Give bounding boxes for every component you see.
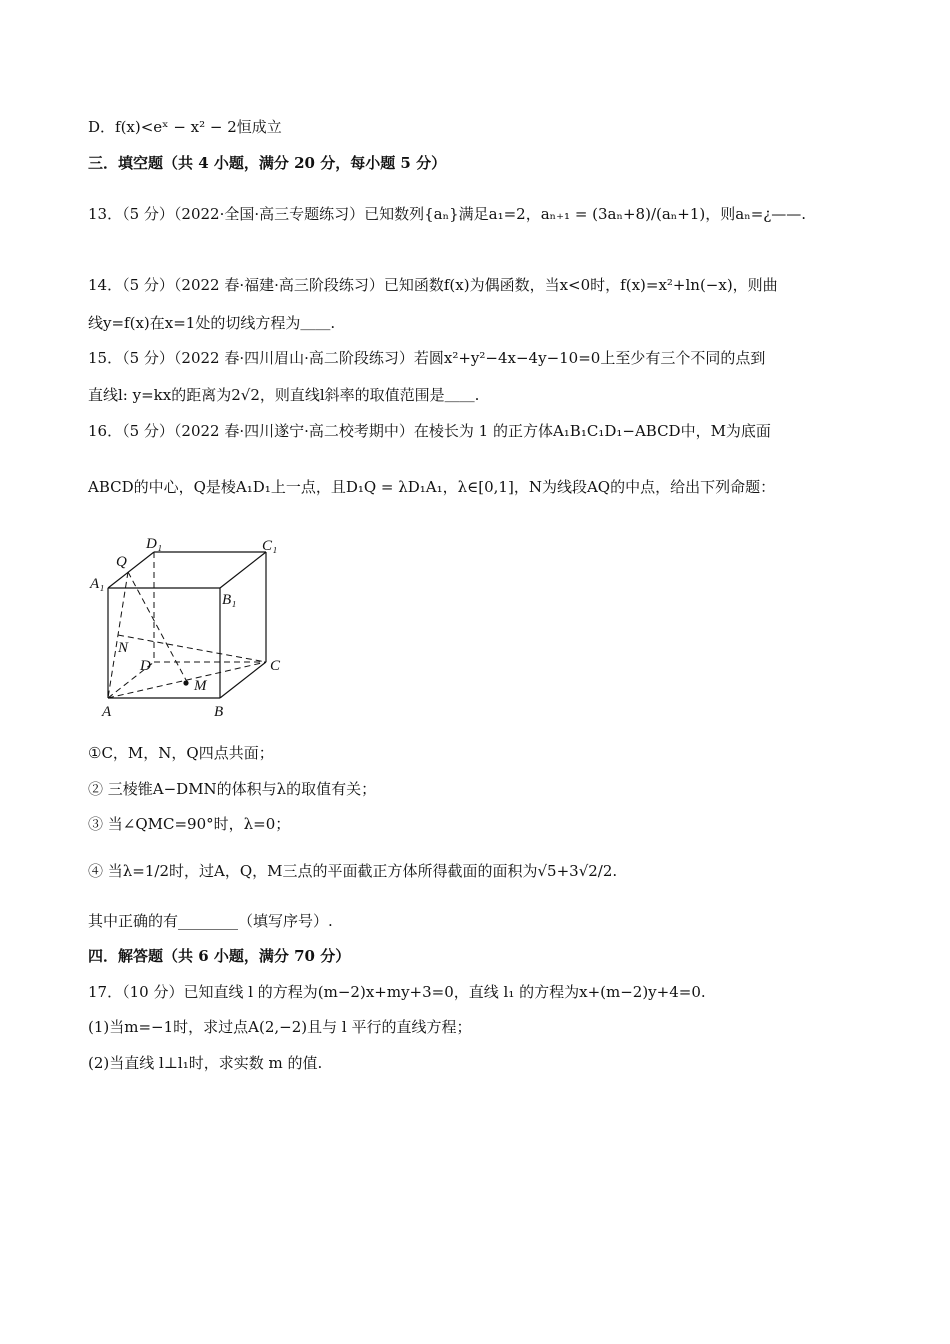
- statement-1: ①C，M，N，Q四点共面；: [88, 744, 274, 762]
- edge-b1-c1: [220, 552, 266, 588]
- option-d: D．f(x)<eˣ − x² − 2恒成立: [88, 118, 282, 136]
- question-17: 17．（10 分）已知直线 l 的方程为(m−2)x+my+3=0，直线 l₁ 的方程为x+(m−2)y+4=0.: [88, 983, 706, 1001]
- section-4-title: 四．解答题（共 6 小题，满分 70 分）: [88, 947, 351, 965]
- label-q: Q: [116, 554, 127, 570]
- question-17-part-1: (1)当m=−1时，求过点A(2,−2)且与 l 平行的直线方程；: [88, 1018, 472, 1036]
- edge-a1-d1: [108, 552, 154, 588]
- question-15-line-1: 15．（5 分）（2022 春·四川眉山·高二阶段练习）若圆x²+y²−4x−4y−10=0上至少有三个不同的点到: [88, 349, 766, 367]
- label-b: B: [214, 704, 224, 720]
- label-a1: A₁: [90, 576, 105, 592]
- section-3-title: 三．填空题（共 4 小题，满分 20 分，每小题 5 分）: [88, 154, 447, 172]
- statement-3: ③ 当∠QMC=90°时，λ=0；: [88, 815, 291, 833]
- label-c1: C₁: [262, 538, 278, 554]
- question-17-part-2: (2)当直线 l⊥l₁时，求实数 m 的值.: [88, 1054, 323, 1072]
- label-m: M: [194, 678, 207, 694]
- label-d: D: [140, 658, 151, 674]
- statement-2: ② 三棱锥A−DMN的体积与λ的取值有关；: [88, 780, 377, 798]
- question-15-line-2: 直线l: y=kx的距离为2√2，则直线l斜率的取值范围是＿＿.: [88, 386, 480, 404]
- label-b1: B₁: [222, 592, 237, 608]
- edge-b-c: [220, 662, 266, 698]
- cube-figure: [88, 532, 298, 722]
- statement-4: ④ 当λ=1/2时，过A，Q，M三点的平面截正方体所得截面的面积为√5+3√2/2.: [88, 862, 618, 880]
- label-n: N: [118, 640, 129, 656]
- question-16-answer: 其中正确的有________（填写序号）.: [88, 912, 333, 930]
- question-13: 13．（5 分）（2022·全国·高三专题练习）已知数列{aₙ}满足a₁=2，aₙ₊₁ = (3aₙ+8)/(aₙ+1)，则aₙ=¿——.: [88, 205, 807, 223]
- question-14-line-1: 14．（5 分）（2022 春·福建·高三阶段练习）已知函数f(x)为偶函数，当x<0时，f(x)=x²+ln(−x)，则曲: [88, 276, 778, 294]
- question-16-line-1: 16．（5 分）（2022 春·四川遂宁·高二校考期中）在棱长为 1 的正方体A₁B₁C₁D₁−ABCD中，M为底面: [88, 422, 771, 440]
- point-m: [183, 680, 188, 685]
- label-a: A: [102, 704, 112, 720]
- question-14-line-2: 线y=f(x)在x=1处的切线方程为＿＿.: [88, 314, 336, 332]
- question-16-line-2: ABCD的中心，Q是棱A₁D₁上一点，且D₁Q = λD₁A₁，λ∈[0,1]，N为线段AQ的中点，给出下列命题：: [88, 478, 776, 496]
- label-c: C: [270, 658, 281, 674]
- label-d1: D₁: [146, 536, 163, 552]
